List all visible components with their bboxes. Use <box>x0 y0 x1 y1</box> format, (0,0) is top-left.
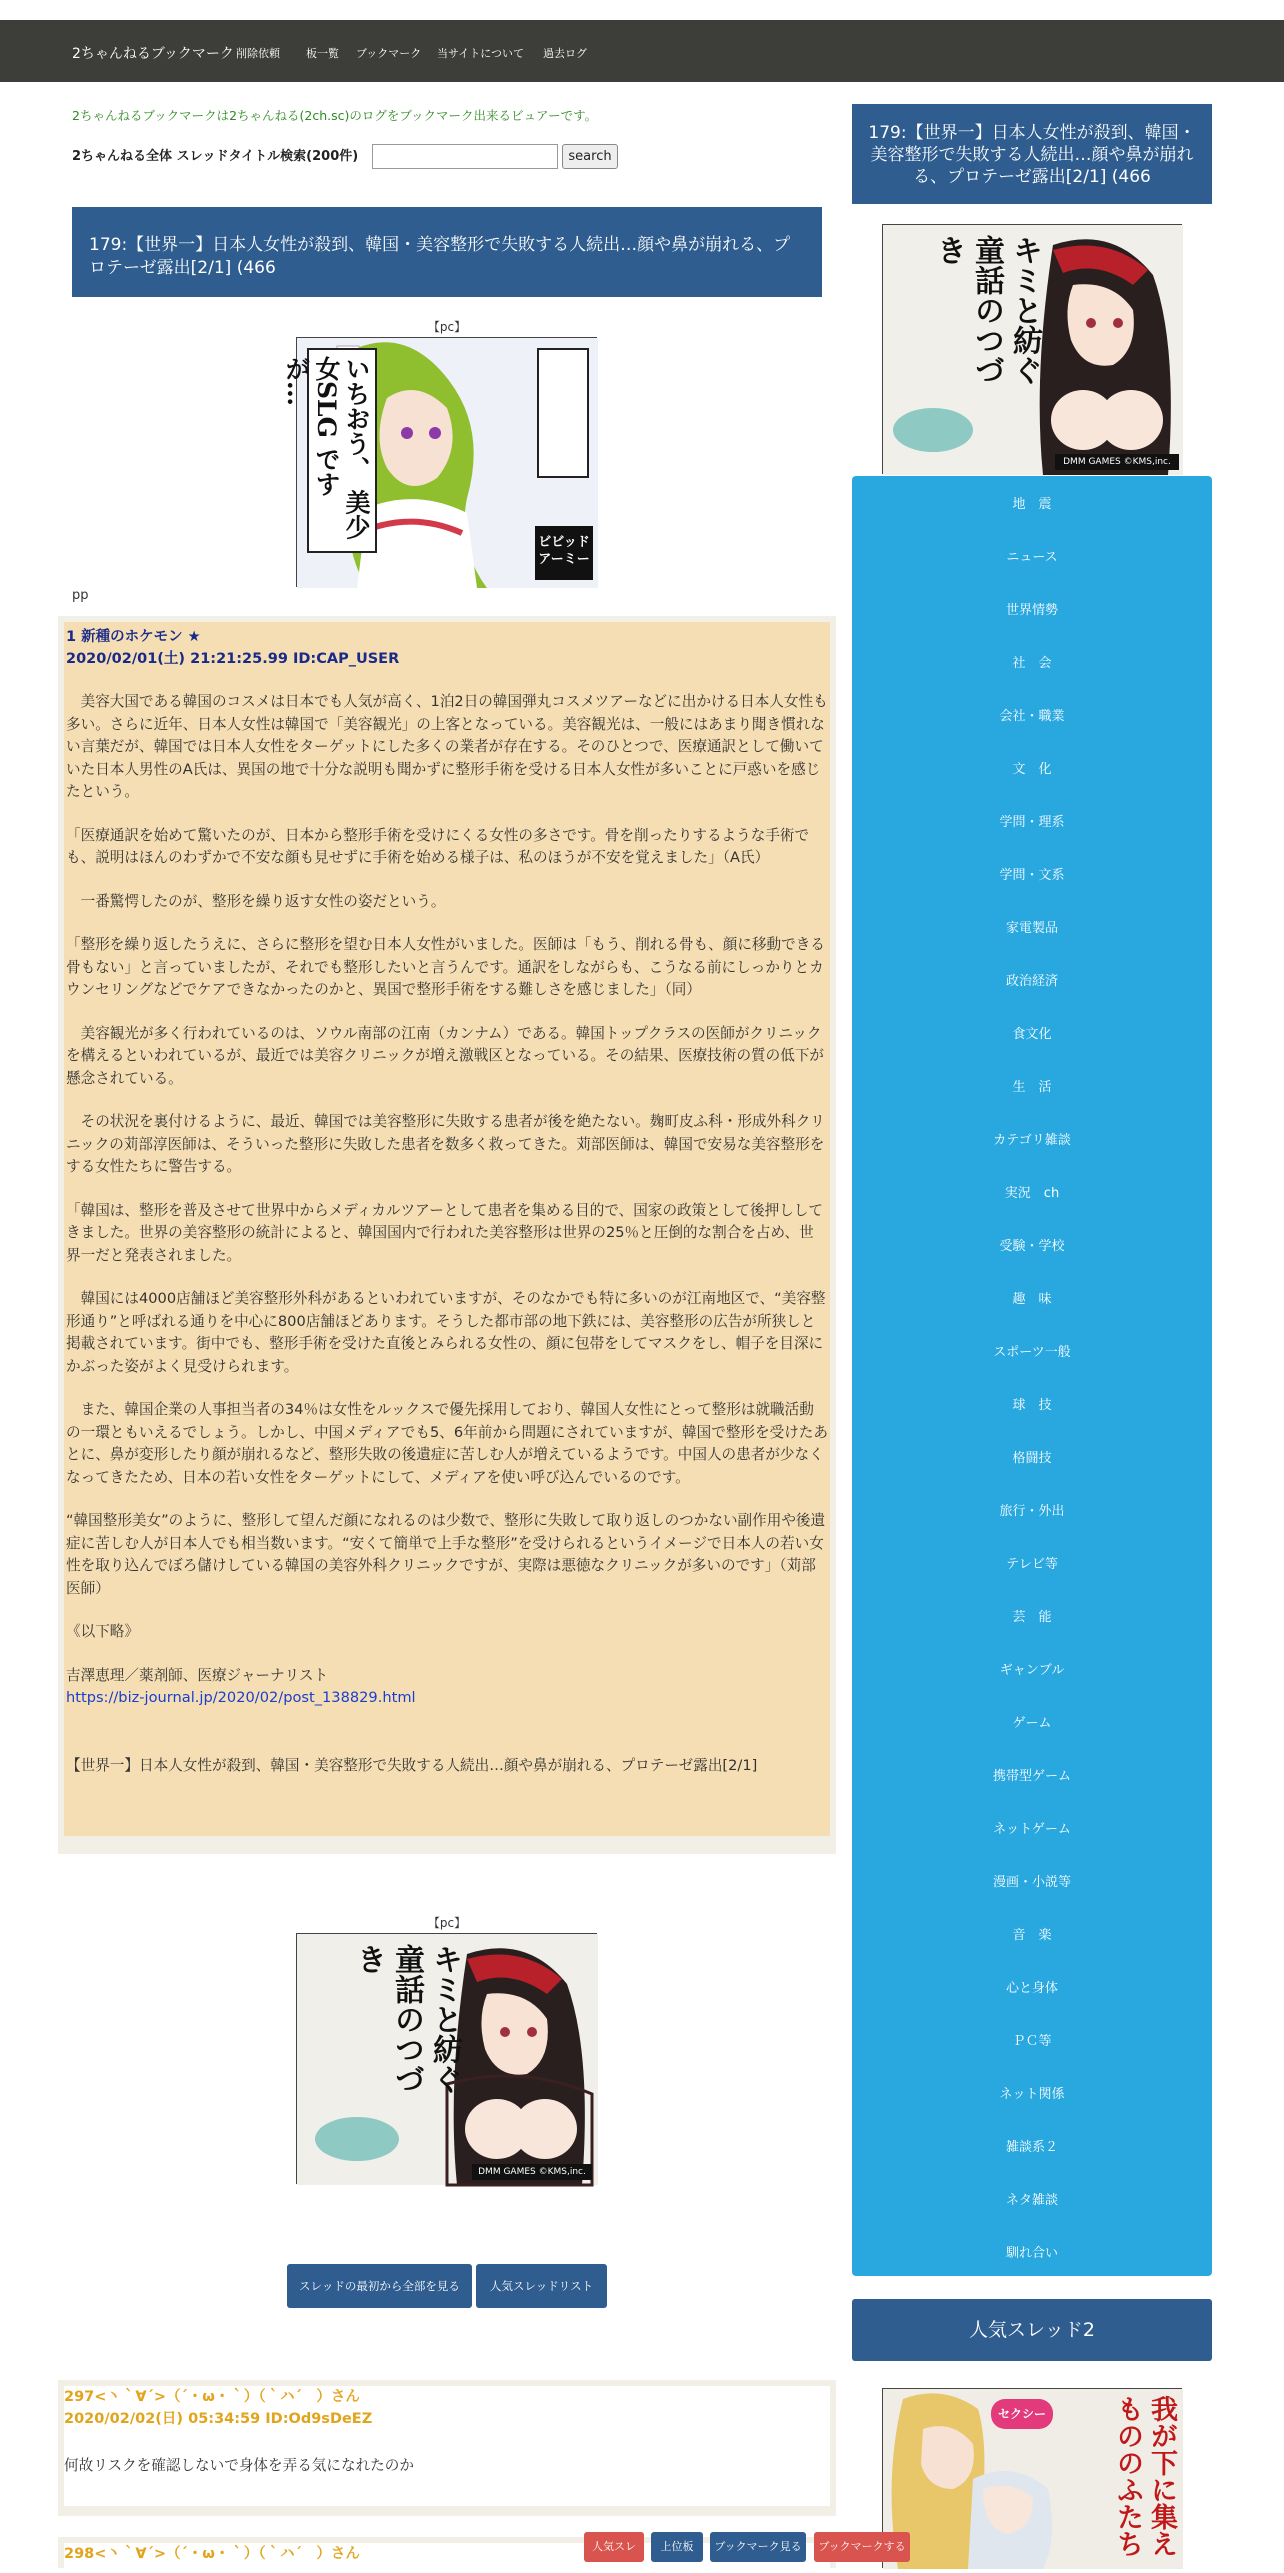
category-item[interactable]: 地 震 <box>1012 497 1052 512</box>
category-item[interactable]: 趣 味 <box>1012 1292 1052 1307</box>
float-view-bookmarks-button[interactable]: ブックマーク見る <box>710 2532 806 2562</box>
category-item[interactable]: カテゴリ雑談 <box>993 1133 1071 1148</box>
post-paragraph: 「整形を繰り返したうえに、さらに整形を望む日本人女性がいました。医師は「もう、削れる骨も、顔に移動できる骨もない」と言っていましたが、それでも整形したいと言うんです。通訳をしながらも、こうなる前にしっかりとカウンセリングなどでケアできなかったのかと、異国で整形手術をする難しさを感じました」（同） <box>66 936 825 998</box>
sidebar-ad-text: 我が下に集え もののふたち <box>1112 2395 1177 2557</box>
nav-archive[interactable]: 過去ログ <box>543 47 587 60</box>
category-item[interactable]: 学問・文系 <box>999 868 1065 883</box>
float-popular-button[interactable]: 人気スレ <box>584 2532 644 2562</box>
nav-bookmark[interactable]: ブックマーク <box>356 47 422 60</box>
post-paragraph: 《以下略》 <box>66 1623 139 1640</box>
category-item[interactable]: 雑談系２ <box>1005 2140 1058 2155</box>
view-all-button[interactable]: スレッドの最初から全部を見る <box>287 2264 472 2308</box>
post-paragraph: 美容大国である韓国のコスメは日本でも人気が高く、1泊2日の韓国弾丸コスメツアーなどに出かける日本人女性も多い。さらに近年、日本人女性は韓国で「美容観光」の上客となっている。美容観光は、一般にはあまり聞き慣れない言葉だが、韓国では日本人女性をターゲットにした多くの業者が存在する。そのひとつで、医療通訳として働いていた日本人男性のA氏は、異国の地で十分な説明も聞かずに整形手術を受ける日本人女性が多いことに戸惑いを感じたという。 <box>66 693 828 800</box>
response-body: 何故リスクを確認しないで身体を弄る気になれたのか <box>64 2457 414 2474</box>
category-item[interactable]: ギャンブル <box>999 1663 1065 1678</box>
post-date: 2020/02/01(土) 21:21:25.99 ID:CAP_USER <box>66 651 400 667</box>
post-paragraph: 「医療通訳を始めて驚いたのが、日本から整形手術を受けにくる女性の多さです。骨を削ったりするような手術でも、説明はほんのわずかで不安な顔も見せずに手術を始める様子は、私のほうが不安を覚えました」（A氏） <box>66 826 810 866</box>
nav-about[interactable]: 当サイトについて <box>437 47 525 60</box>
category-item[interactable]: テレビ等 <box>1006 1557 1058 1572</box>
ad1-text: いちおう、 美少女SLG ですが… <box>307 348 377 553</box>
category-item[interactable]: 旅行・外出 <box>999 1504 1065 1519</box>
post-paragraph: 韓国には4000店舗ほど美容整形外科があるといわれていますが、そのなかでも特に多いのが江南地区で、“美容整形通り”と呼ばれる通りを中心に800店舗ほどあります。そうした都市部の地下鉄には、美容整形の広告が所狭しと掲載されています。街中でも、整形手術を受けた直後とみられる女性の、顔に包帯をしてマスクをし、帽子を目深にかぶった姿がよく見受けられます。 <box>66 1290 826 1375</box>
ad-banner-fairytale[interactable] <box>296 1933 597 2184</box>
category-item[interactable]: 家電製品 <box>1005 921 1058 936</box>
intro-text: 2ちゃんねるブックマークは2ちゃんねる(2ch.sc)のログをブックマーク出来るビュアーです。 <box>72 108 598 123</box>
sidebar-ad-bubble: セクシー <box>991 2399 1053 2429</box>
response-date: 2020/02/02(日) 05:34:59 ID:Od9sDeEZ <box>64 2411 373 2427</box>
category-item[interactable]: 馴れ合い <box>1005 2246 1058 2261</box>
ad-label: 【pc】 <box>427 320 467 334</box>
post-1 <box>64 622 830 1836</box>
category-item[interactable]: 音 楽 <box>1012 1928 1052 1943</box>
response-author: 297<丶｀∀´>（´・ω・｀）（｀ハ´ ）さん <box>64 2389 360 2405</box>
sidebar-ad-mononofu[interactable] <box>882 2388 1182 2568</box>
ad2-text: キミと紡ぐ 童話のつづき <box>351 1944 462 2094</box>
category-item[interactable]: ゲーム <box>1012 1716 1052 1731</box>
category-item[interactable]: 格闘技 <box>1012 1451 1052 1466</box>
category-item[interactable]: スポーツ一般 <box>993 1345 1071 1360</box>
category-item[interactable]: ネット関係 <box>999 2087 1065 2102</box>
popular-list-button[interactable]: 人気スレッドリスト <box>476 2264 607 2308</box>
post-paragraph: その状況を裏付けるように、最近、韓国では美容整形に失敗する患者が後を絶たない。麹町皮ふ科・形成外科クリニックの苅部淳医師は、そういった整形に失敗した患者を数多く救ってきた。苅部医師は、韓国で安易な美容整形をする女性たちに警告する。 <box>66 1113 825 1175</box>
category-item[interactable]: ＰＣ等 <box>1012 2034 1052 2049</box>
category-item[interactable]: 文 化 <box>1012 762 1052 777</box>
post-paragraph: 「韓国は、整形を普及させて世界中からメディカルツアーとして患者を集める目的で、国家の政策として後押ししてきました。世界の美容整形の統計によると、韓国国内で行われた美容整形は世界の25％と圧倒的な割合を占め、世界一だと発表されました。 <box>66 1201 823 1264</box>
category-item[interactable]: 携帯型ゲーム <box>992 1769 1071 1784</box>
category-item[interactable]: 心と身体 <box>1005 1981 1058 1996</box>
search-label: 2ちゃんねる全体 スレッドタイトル検索(200件) <box>72 149 359 164</box>
category-item[interactable]: 生 活 <box>1012 1080 1052 1095</box>
category-item[interactable]: 漫画・小説等 <box>992 1875 1071 1890</box>
post-paragraph: “韓国整形美女”のように、整形して望んだ顔になれるのは少数で、整形に失敗して取り返しのつかない副作用や後遺症に苦しむ人が日本人でも相当数います。“安くて簡単で上手な整形”を受けられるというイメージで日本人の若い女性を取り込んでぼろ儲けしている韓国の美容外科クリニックですが、実際は悪徳なクリニックが多いのです」（苅部医師） <box>66 1512 826 1597</box>
thread-title: 179:【世界一】日本人女性が殺到、韓国・美容整形で失敗する人続出…顔や鼻が崩れる、プロテーゼ露出[2/1] (466 <box>72 207 822 297</box>
category-item[interactable]: 芸 能 <box>1012 1610 1052 1625</box>
nav-board-list[interactable]: 板一覧 <box>306 47 339 60</box>
response-author: 298<丶｀∀´>（´・ω・｀）（｀ハ´ ）さん <box>64 2546 360 2562</box>
category-item[interactable]: 政治経済 <box>1005 974 1058 989</box>
category-item[interactable]: 世界情勢 <box>1005 603 1058 618</box>
post-author: 1 新種のホケモン ★ <box>66 629 201 645</box>
sidebar-ad-text: キミと紡ぐ 童話のつづき <box>931 235 1042 385</box>
ad1-speech-box <box>537 348 589 478</box>
category-item[interactable]: 球 技 <box>1012 1398 1052 1413</box>
post-paragraph: また、韓国企業の人事担当者の34％は女性をルックスで優先採用しており、韓国人女性にとって整形は就職活動の一環ともいえるでしょう。しかし、中国メディアでも5、6年前から問題にされていますが、韓国で整形を受けたあとに、鼻が変形したり顔が崩れるなど、整形失敗の後遺症に苦しむ人が増えているようです。中国人の患者が少なくなってきたため、日本の若い女性をターゲットにして、メディアを使い呼び込んでいるのです。 <box>66 1401 828 1486</box>
post-paragraph: 美容観光が多く行われているのは、ソウル南部の江南（カンナム）である。韓国トップクラスの医師がクリニックを構えるといわれているが、最近では美容クリニックが増え激戦区となっている。その結果、医療技術の質の低下が懸念されている。 <box>66 1024 825 1087</box>
category-item[interactable]: ニュース <box>1006 550 1058 565</box>
category-item[interactable]: 受験・学校 <box>999 1239 1065 1254</box>
category-item[interactable]: ネタ雑談 <box>1005 2193 1058 2208</box>
category-item[interactable]: 実況 ch <box>1004 1186 1060 1201</box>
brand-link[interactable]: 2ちゃんねるブックマーク <box>72 46 234 62</box>
response-297 <box>64 2386 830 2506</box>
search-input[interactable] <box>372 144 558 169</box>
category-item[interactable]: 学問・理系 <box>999 815 1065 830</box>
popular-threads-heading: 人気スレッド2 <box>852 2299 1212 2361</box>
sidebar-thread-title[interactable]: 179:【世界一】日本人女性が殺到、韓国・美容整形で失敗する人続出…顔や鼻が崩れる、プロテーゼ露出[2/1] (466 <box>852 104 1212 204</box>
post-footer-title: 【世界一】日本人女性が殺到、韓国・美容整形で失敗する人続出…顔や鼻が崩れる、プロテーゼ露出[2/1] <box>66 1756 758 1774</box>
post-paragraph: 一番驚愕したのが、整形を繰り返す女性の姿だという。 <box>66 892 446 910</box>
category-item[interactable]: 食文化 <box>1012 1027 1052 1042</box>
category-item[interactable]: ネットゲーム <box>993 1822 1071 1837</box>
top-navbar <box>0 20 1284 82</box>
sidebar-ad-logo: DMM GAMES ©KMS,inc. <box>1055 454 1179 470</box>
category-item[interactable]: 会社・職業 <box>999 709 1065 724</box>
float-add-bookmark-button[interactable]: ブックマークする <box>814 2532 910 2562</box>
ad-banner-vivid-army[interactable] <box>282 337 597 587</box>
category-list <box>852 476 1212 2276</box>
ad-label: 【pc】 <box>427 1916 467 1930</box>
post-paragraph: 吉澤恵理／薬剤師、医療ジャーナリスト <box>66 1666 329 1684</box>
sidebar-ad-fairytale[interactable] <box>882 224 1182 474</box>
float-top-boards-button[interactable]: 上位板 <box>651 2532 703 2562</box>
nav-delete-request[interactable]: 削除依頼 <box>236 47 280 60</box>
search-button[interactable]: search <box>562 144 618 169</box>
ad1-logo: ビビッド アーミー <box>535 526 593 580</box>
ad2-logo: DMM GAMES ©KMS,inc. <box>472 2164 592 2180</box>
pp-label: pp <box>72 588 89 603</box>
source-link[interactable]: https://biz-journal.jp/2020/02/post_138829.html <box>66 1689 416 1706</box>
category-item[interactable]: 社 会 <box>1012 656 1052 671</box>
